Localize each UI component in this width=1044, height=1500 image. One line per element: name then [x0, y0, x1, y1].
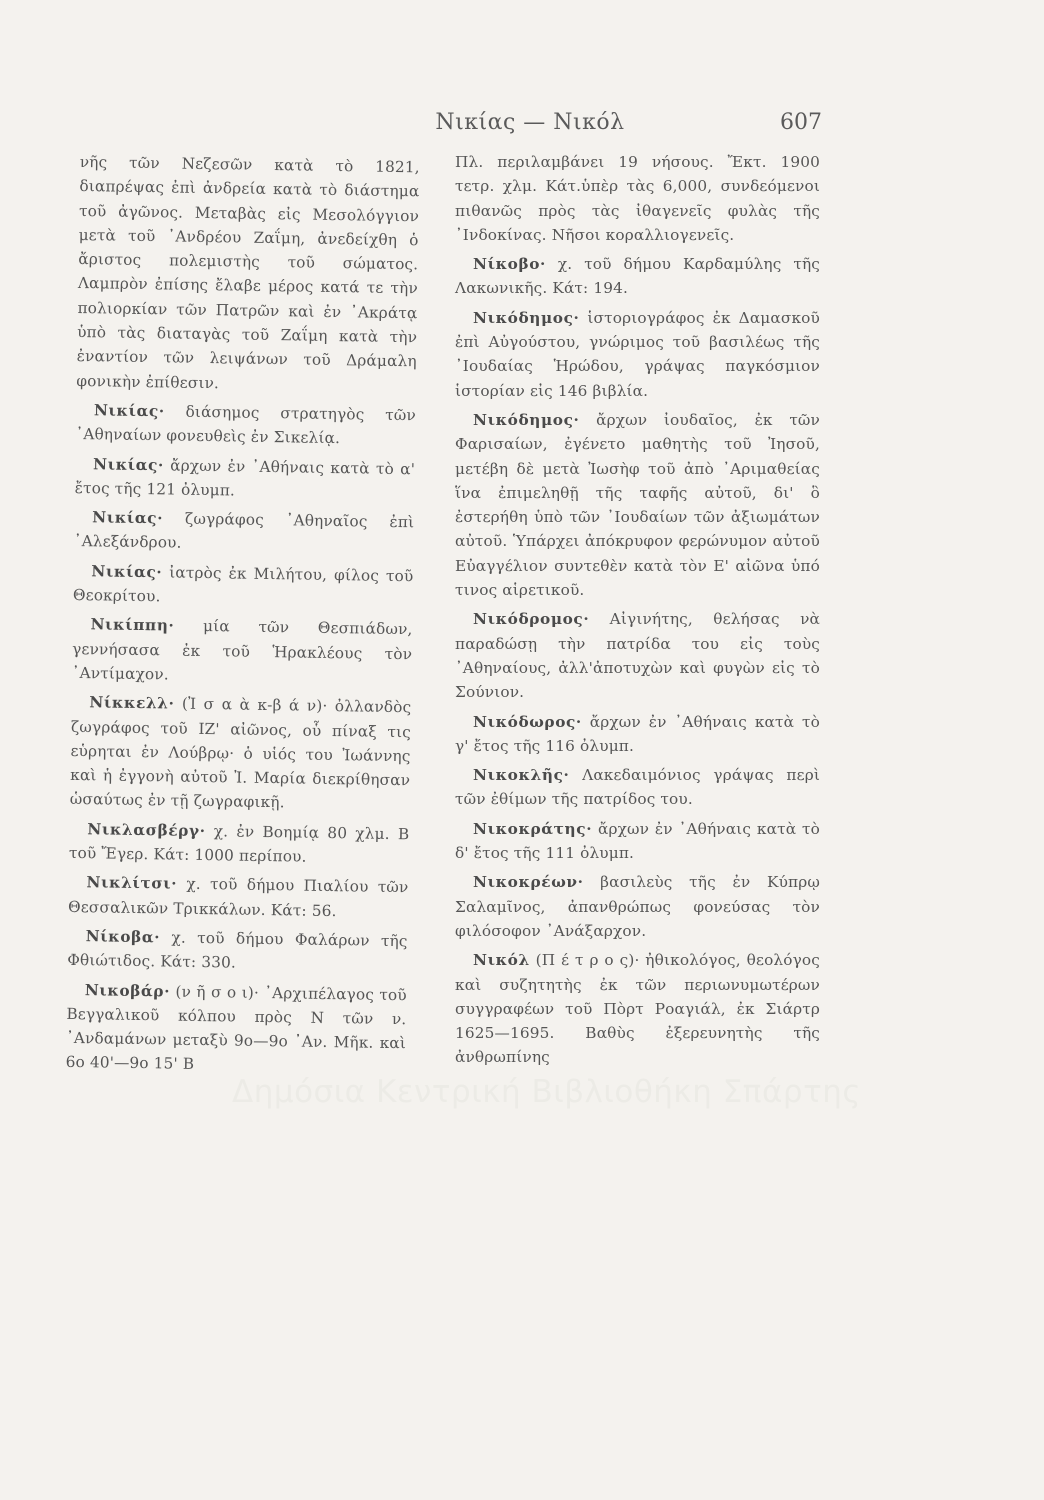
entry — [76, 150, 420, 398]
entry — [67, 924, 408, 978]
entry-text: ἱστοριογράφος ἐκ Δαμασκοῦ ἐπὶ Αὐγούστου, γνώριμος τοῦ βασιλέως τῆς ᾿Ιουδαίας Ἡρώδου, γράψας παγκόσμιον ἱστορίαν εἰς 146 βιβλία. — [455, 308, 820, 400]
page-number: 607 — [780, 110, 822, 135]
entry-headword: Νικοκλῆς· — [473, 766, 570, 785]
entry-headword: Νικόλ — [473, 951, 530, 970]
entry-text: ζωγράφος ᾿Αθηναῖος ἐπὶ ᾿Αλεξάνδρου. — [73, 509, 415, 553]
entry-text: (ν ῆ σ ο ι)· ᾿Αρχιπέλαγος τοῦ Βεγγαλικοῦ κόλπου πρὸς Ν τῶν ν. ᾿Ανδαμάνων μεταξὺ 9ο—9ο ᾿Αν. Μῆκ. καὶ 6ο 40'—9ο 15' Β — [65, 982, 407, 1074]
entry-headword: Νικλίτσι· — [86, 873, 178, 893]
entry-headword: Νικίας· — [93, 401, 165, 421]
entry-headword: Νικίππη· — [90, 615, 175, 635]
entry-headword: Νίκοβο· — [473, 255, 546, 274]
entry-text: χ. τοῦ δήμου Πιαλίου τῶν Θεσσαλικῶν Τρικκάλων. Κάτ: 56. — [67, 874, 409, 920]
entry — [455, 870, 820, 943]
running-head — [0, 110, 1044, 150]
entry-text: χ. ἐν Βοημίᾳ 80 χλμ. Β τοῦ Ἔγερ. Κάτ: 1000 περίπου. — [68, 821, 410, 866]
running-title: Νικίας — Νικόλ — [435, 110, 625, 135]
entry-text: ἄρχων ἐν ᾿Αθήναις κατὰ τὸ α' ἔτος τῆς 121 ὀλυμπ. — [74, 455, 416, 500]
entry — [65, 977, 406, 1080]
entry-text: ἄρχων ἐν ᾿Αθήναις κατὰ τὸ δ' ἔτος τῆς 111 ὀλυμπ. — [455, 819, 820, 863]
entry — [70, 690, 412, 817]
entry — [455, 150, 820, 247]
entry — [69, 817, 410, 871]
entry — [75, 398, 416, 452]
entry-text: νῆς τῶν Νεζεσῶν κατὰ τὸ 1821, διαπρέψας ἐπὶ ἀνδρεία κατὰ τὸ διάστημα τοῦ ἀγῶνος. Μεταβὰς εἰς Μεσολόγγιον μετὰ τοῦ ᾿Ανδρέου Ζαΐμη, ἀνεδείχθη ὁ ἄριστος πολεμιστὴς τοῦ σώματος. Λαμπρὸν ἐπίσης ἔλαβε μέρος κατά τε τὴν πολιορκίαν τῶν Πατρῶν καὶ ἐν ᾿Ακράτᾳ ὑπὸ τὰς διαταγὰς τοῦ Ζαΐμη κατὰ τὴν ἐναντίον τῶν λειψάνων τοῦ Δράμαλη φονικὴν ἐπίθεσιν. — [76, 152, 420, 392]
entry-headword: Νίκκελλ· — [89, 693, 175, 713]
entry — [455, 607, 820, 704]
entry — [74, 452, 415, 506]
entry-headword: Νικοκράτης· — [473, 819, 593, 838]
library-watermark: Δημόσια Κεντρική Βιβλιοθήκη Σπάρτης — [232, 1074, 862, 1110]
entry-headword: Νικόδρομος· — [473, 610, 590, 629]
entry-headword: Νικόδημος· — [473, 410, 580, 429]
entry — [73, 559, 414, 613]
entry-headword: Νικοκρέων· — [473, 873, 584, 892]
entry — [68, 870, 409, 924]
entry-text: χ. τοῦ δήμου Καρδαμύλης τῆς Λακωνικῆς. Κάτ: 194. — [455, 255, 820, 298]
entry-text: ἄρχων ἰουδαῖος, ἐκ τῶν Φαρισαίων, ἐγένετο μαθητὴς τοῦ Ἰησοῦ, μετέβη δὲ μετὰ Ἰωσὴφ τοῦ ἀπὸ ᾿Αριμαθείας ἵνα ἐπιμεληθῇ τῆς ταφῆς αὐτοῦ, δι' ὃ ἐστερήθη ὑπὸ τῶν ᾿Ιουδαίων τῶν ἀξιωμάτων αὐτοῦ. Ὑπάρχει ἀπόκρυφον φερώνυμον αὐτοῦ Εὐαγγέλιον συντεθὲν κατὰ τὸν Ε' αἰῶνα ὑπό τινος αἱρετικοῦ. — [455, 410, 820, 600]
entry — [455, 252, 820, 301]
entry-headword: Νικοβάρ· — [84, 980, 171, 1001]
entry-text: ἄρχων ἐν ᾿Αθήναις κατὰ τὸ γ' ἔτος τῆς 116 ὀλυμπ. — [455, 712, 820, 755]
entry-text: χ. τοῦ δήμου Φαλάρων τῆς Φθιώτιδος. Κάτ: 330. — [67, 928, 408, 972]
right-column — [455, 150, 820, 1075]
entry-text: βασιλεὺς τῆς ἐν Κύπρῳ Σαλαμῖνος, ἀπανθρώπως φονεύσας τὸν φιλόσοφον ᾿Ανάξαρχον. — [455, 873, 820, 940]
entry — [72, 612, 413, 690]
entry-text: ἰατρὸς ἐκ Μιλήτου, φίλος τοῦ Θεοκρίτου. — [72, 563, 414, 606]
entry-headword: Νικόδωρος· — [473, 712, 582, 731]
entry — [455, 306, 820, 403]
entry-text: μία τῶν Θεσπιάδων, γεννήσασα ἐκ τοῦ Ἡρακλέους τὸν ᾿Αντίμαχον. — [71, 616, 413, 684]
entry — [455, 710, 820, 759]
left-column — [65, 150, 420, 1085]
entry-text: Λακεδαιμόνιος γράψας περὶ τῶν ἐθίμων τῆς πατρίδος του. — [455, 766, 820, 809]
entry — [455, 408, 820, 602]
entry-text: (Ἰ σ α ὰ κ-β ά ν)· ὀλλανδὸς ζωγράφος τοῦ ΙΖ' αἰῶνος, οὗ πίναξ τις εὑρηται ἐν Λούβρῳ· ὁ υἱός του Ἰωάννης καὶ ἡ ἐγγονὴ αὐτοῦ Ἰ. Μαρία διεκρίθησαν ὡσαύτως ἐν τῇ ζωγραφικῇ. — [69, 694, 412, 812]
entry-text: Αἰγινήτης, θελήσας νὰ παραδώσῃ τὴν πατρίδα του εἰς τοὺς ᾿Αθηναίους, ἀλλ'ἀποτυχὼν καὶ φυγὼν εἰς τὸ Σούνιον. — [455, 610, 820, 702]
entry-headword: Νικλασβέργ· — [87, 819, 206, 840]
entry-headword: Νικίας· — [92, 454, 165, 474]
entry-headword: Νίκοβα· — [85, 927, 161, 947]
entry — [455, 948, 820, 1069]
entry — [74, 505, 415, 559]
entry-headword: Νικίας· — [91, 561, 163, 582]
entry — [455, 763, 820, 812]
entry-text: διάσημος στρατηγὸς τῶν ᾿Αθηναίων φονευθεὶς ἐν Σικελίᾳ. — [75, 402, 417, 448]
entry-headword: Νικόδημος· — [473, 308, 580, 327]
entry-text: (Π έ τ ρ ο ς)· ἠθικολόγος, θεολόγος καὶ συζητητὴς ἐκ τῶν περιωνυμωτέρων συγγραφέων τοῦ Πὸρτ Ροαγιάλ, ἐκ Σιάρτρ 1625—1695. Βαθὺς ἐξερευνητὴς τῆς ἀνθρωπίνης — [455, 951, 820, 1067]
entry-headword: Νικίας· — [92, 508, 164, 528]
entry — [455, 817, 820, 866]
entry-text: Πλ. περιλαμβάνει 19 νήσους. Ἔκτ. 1900 τετρ. χλμ. Κάτ.ὑπὲρ τὰς 6,000, συνδεόμενοι πιθανῶς πρὸς τὰς ἰθαγενεῖς φυλὰς τῆς ᾿Ινδοκίνας. Νῆσοι κοραλλιογενεῖς. — [455, 153, 820, 244]
